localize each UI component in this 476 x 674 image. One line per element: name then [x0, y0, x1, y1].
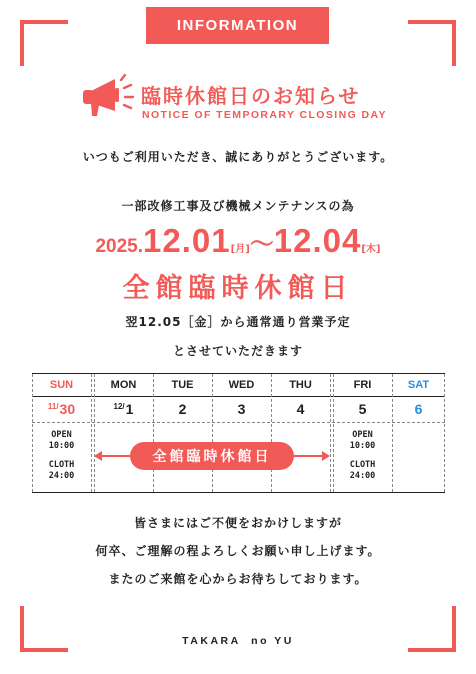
day-number-sun: $^{11/}$30 — [47, 401, 76, 417]
greeting-text: いつもご利用いただき、誠にありがとうございます。 — [82, 150, 394, 164]
sunday-hours: OPEN 10:00 CLOTH 24:00 — [48, 430, 75, 481]
day-number-mon: $^{12/}$1 — [113, 401, 134, 417]
day-name-fri: FRI — [353, 379, 372, 391]
day-name-thu: THU — [289, 379, 312, 391]
closed-period-arrow — [96, 442, 328, 470]
reopen-notice-2: とさせていただきます — [172, 344, 303, 358]
calendar-column-line — [444, 374, 445, 492]
page-subtitle: NOTICE OF TEMPORARY CLOSING DAY — [142, 109, 387, 121]
closure-calendar — [32, 373, 445, 493]
arrow-left-icon — [94, 451, 102, 461]
calendar-column-line — [271, 374, 272, 492]
day-name-sun: SUN — [49, 379, 74, 391]
closure-reason: 一部改修工事及び機械メンテナンスの為 — [121, 199, 355, 213]
day-number-thu: 4 — [296, 401, 305, 417]
day-name-sat: SAT — [407, 379, 430, 391]
calendar-column-line — [91, 374, 92, 492]
date-end: 12.04 — [273, 222, 362, 259]
apology-line-3: またのご来館を心からお待ちしております。 — [108, 572, 368, 586]
day-name-mon: MON — [110, 379, 137, 391]
footer-brand: TAKARA no YU — [182, 635, 294, 647]
date-range-tilde: ～ — [249, 230, 274, 258]
calendar-column-line — [392, 374, 393, 492]
day-number-sat: 6 — [414, 401, 423, 417]
corner-frame-top-right — [408, 20, 456, 66]
date-year: 2025. — [95, 236, 144, 257]
closed-period-label: 全館臨時休館日 — [130, 442, 294, 470]
calendar-column-line — [212, 374, 213, 492]
calendar-column-line — [153, 374, 154, 492]
reopen-notice: 翌12.05［金］から通常通り営業予定 — [125, 315, 351, 329]
page-title: 臨時休館日のお知らせ — [141, 84, 361, 108]
day-name-tue: TUE — [171, 379, 194, 391]
calendar-column-line — [330, 374, 331, 492]
corner-frame-top-left — [20, 20, 68, 66]
calendar-column-line — [94, 374, 95, 492]
day-number-wed: 3 — [237, 401, 246, 417]
friday-hours: OPEN 10:00 CLOTH 24:00 — [349, 430, 376, 481]
arrow-right-icon — [322, 451, 330, 461]
date-start-weekday: [月] — [230, 244, 250, 255]
date-start: 12.01 — [143, 222, 231, 259]
day-number-fri: 5 — [358, 401, 367, 417]
day-number-tue: 2 — [178, 401, 187, 417]
closed-heading: 全館臨時休館日 — [122, 273, 354, 304]
apology-line-2: 何卒、ご理解の程よろしくお願い申し上げます。 — [95, 544, 381, 558]
information-badge: INFORMATION — [146, 7, 329, 44]
megaphone-icon — [79, 74, 135, 118]
closure-dates — [0, 222, 476, 260]
day-name-wed: WED — [228, 379, 255, 391]
date-end-weekday: [木] — [361, 244, 381, 255]
apology-line-1: 皆さまにはご不便をおかけしますが — [133, 516, 342, 530]
